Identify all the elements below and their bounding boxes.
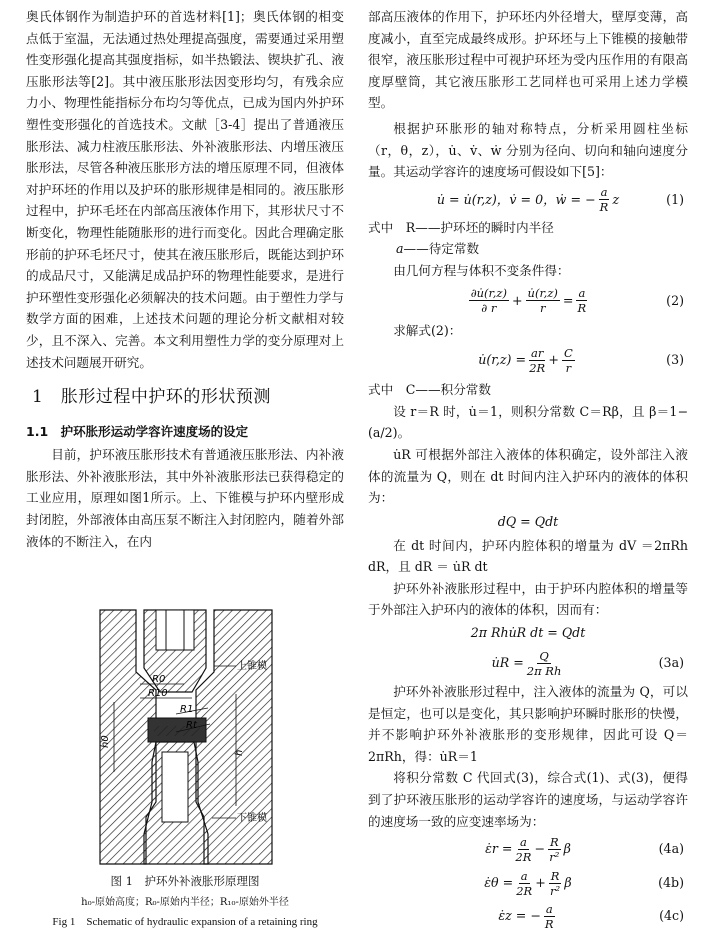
- equation-4b: ε̇θ = $\frac{a}{2R}$ + $\frac{R}{\text{r²}}$ β (4b): [484, 868, 684, 898]
- definition-C: 式中 C——积分常数: [368, 382, 491, 398]
- rt-label: Rt: [186, 720, 197, 731]
- solve-paragraph: 求解式(2)：: [393, 322, 462, 338]
- h0-label: h0: [100, 735, 111, 748]
- figure-caption-cn: 图 1 护环外补液胀形原理图: [110, 874, 260, 888]
- balance-paragraph: 护环外补液胀形过程中，由于护环内腔体积的增量等于外部注入护环内的液体的体积，因而有：: [368, 580, 688, 618]
- right-column: [368, 6, 688, 932]
- figure-caption-note: h₀-原始高度；R₀-原始内半径；R₁₀-原始外半径: [81, 897, 289, 908]
- lower-die-label: 下锥模: [237, 813, 267, 824]
- definition-a: a——待定常数: [396, 241, 480, 257]
- equation-3a: u̇R = $\frac{Q}{\text{2π Rh}}$ (3a): [491, 648, 684, 678]
- left-column: [26, 6, 344, 552]
- equation-number: (1): [666, 191, 684, 207]
- equation-4a: ε̇r = $\frac{a}{2R}$ − $\frac{R}{\text{r²}}$ β (4a): [485, 834, 684, 864]
- section-heading: 1 胀形过程中护环的形状预测: [32, 387, 271, 408]
- r1-label: R1: [180, 704, 194, 715]
- constant-paragraph: 设 r＝R 时，u̇＝1，则积分常数 C＝Rβ，且 β＝1−(a/2)。: [368, 403, 688, 441]
- geometry-paragraph: 由几何方程与体积不变条件得：: [393, 262, 570, 278]
- flow-paragraph: u̇R 可根据外部注入液体的体积确定，设外部注入液体的流量为 Q，则在 dt 时间内注入护环内的液体的体积为：: [368, 446, 688, 506]
- figure-caption-en: Fig 1 Schematic of hydraulic expansion of a retaining ring: [52, 916, 318, 928]
- equation-balance: 2π Rhu̇R dt = Qdt: [470, 625, 586, 641]
- equation-2: $\frac{\partial u̇(r,z)}{\partial r}$ + $\frac{u̇(r,z)}{r}$ = $\frac{a}{R}$ (2): [470, 286, 684, 316]
- equation-dq: dQ = Qdt: [497, 513, 559, 529]
- definition-R: 式中 R——护环坯的瞬时内半径: [368, 219, 554, 235]
- equation-4c: ε̇z = − $\frac{a}{R}$ (4c): [498, 901, 684, 931]
- coordinate-paragraph: 根据护环胀形的轴对称特点，分析采用圆柱坐标（r，θ，z），u̇、v̇、ẇ 分别为径向、切向和轴向速度分量。其运动学容许的速度场可假设如下[5]：: [368, 120, 688, 180]
- h-label: h: [234, 749, 245, 756]
- volume-paragraph: 在 dt 时间内，护环内腔体积的增量为 dV ＝2πRh dR，且 dR ＝ u̇R dt: [368, 537, 688, 575]
- method-paragraph: 目前，护环液压胀形技术有普通液压胀形法、内补液胀形法、外补液胀形法，其中外补液胀形法已获得稳定的工业应用，原理如图1所示。上、下锥模与护环内壁形成封闭腔，外部液体由高压泵不断注入封闭腔内，随着外部液体的不断注入，在内: [26, 447, 344, 549]
- equation-3: u̇(r,z) = $\frac{ar}{2R}$ + $\frac{C}{r}$ (3): [478, 345, 684, 375]
- right-die-wall: [196, 610, 272, 864]
- r0-label: R0: [152, 674, 166, 685]
- equation-1: u̇ = u̇(r,z)，v̇ = 0，ẇ = − $\frac{a}{R}$ z (1): [368, 183, 688, 217]
- strain-rate-paragraph: 将积分常数 C 代回式(3)，综合式(1)、式(3)，便得到了护环液压胀形的运动学容许的速度场，与运动学容许的速度场一致的应变速率场为：: [368, 770, 688, 829]
- continuation-paragraph: 部高压液体的作用下，护环坯内外径增大，壁厚变薄，高度减小，直至完成最终成形。护环坯与上下锥模的接触带很窄，液压胀形过程中可视护环坯为受内压作用的有限高度厚壁筒，其它液压胀形工艺同样也可采用上述力学模型。: [368, 9, 688, 111]
- expansion-schematic: [96, 602, 276, 870]
- flow-rate-paragraph: 护环外补液胀形过程中，注入液体的流量为 Q，可以是恒定，也可以是变化，其只影响护环瞬时胀形的快慢，并不影响护环外补液胀形的变形规律，因此可设 Q＝2πRh，得：u̇R＝1: [368, 684, 688, 764]
- upper-die-label: 上锥模: [237, 661, 267, 672]
- r10-label: R10: [148, 688, 168, 699]
- intro-paragraph: 奥氏体钢作为制造护环的首选材料[1]；奥氏体钢的相变点低于室温，无法通过热处理提高强度，需要通过采用塑性变形强化提高其强度指标，如半热锻法、锲块扩孔、液压胀形法等[2]。其中液压胀形法因变形均匀，有残余应力小、物理性能指标分布均匀等优点，已成为国内外护环塑性变形强化的首选技术。文献［3-4］提出了普通液压胀形法、减力柱液压胀形法、外补液胀形法、内增压液压胀形法，尽管各种液压胀形方法的增压原理不同，但液体对护环坯的作用以及护环的胀形规律是相同的。液压胀形过程中，护环毛坯在内部高压液体作用下，其形状尺寸不断变化，物理性能随胀形的进行而变化。因此合理确定胀形前的护环毛坯尺寸，使其在液压胀形后，既能达到护环的成品尺寸，又能满足成品护环的物理性能要求，是进行护环塑性变形强化必须解决的技术问题。由于塑性力学与数学方面的困难，上述技术问题的理论分析文献相对较少，且不深入、完善。本文利用塑性力学的变分原理对上述技术问题展开研究。: [26, 9, 344, 370]
- subsection-heading: 1.1 护环胀形运动学容许速度场的设定: [26, 423, 249, 439]
- figure-1: [96, 602, 276, 870]
